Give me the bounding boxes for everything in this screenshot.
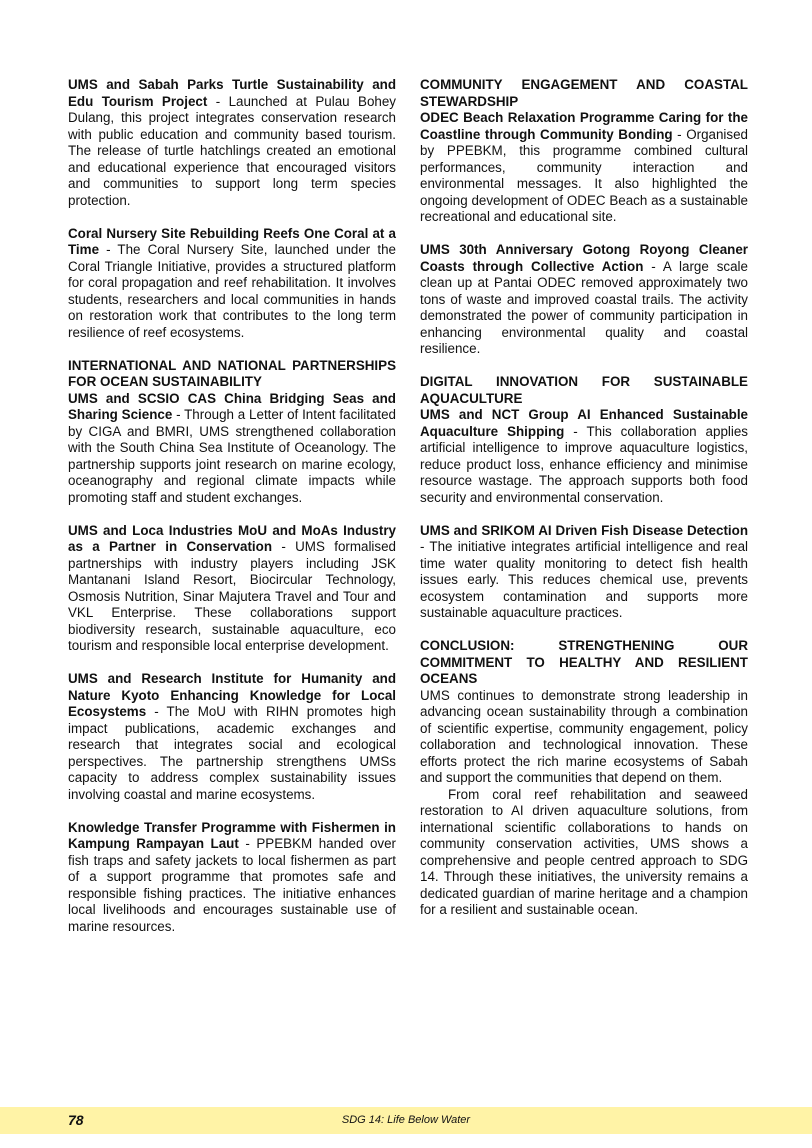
article-body: - This collaboration applies artificial intelligence to improve aquaculture logistics, reduce product loss, enhance efficiency and minimise resource wastage. The approach supports both food security and environmental conservation. bbox=[420, 423, 748, 505]
section-heading: INTERNATIONAL AND NATIONAL PARTNERSHIPS FOR OCEAN SUSTAINABILITY bbox=[68, 357, 396, 389]
article-rihn-kyoto bbox=[68, 671, 396, 803]
left-column bbox=[68, 77, 396, 952]
article-title: UMS and Loca Industries MoU and MoAs Industry as a Partner in Conservation bbox=[68, 522, 396, 554]
article-loca-industries bbox=[68, 523, 396, 655]
page-number: 78 bbox=[68, 1112, 84, 1128]
article-body: - Organised by PPEBKM, this programme combined cultural performances, community interaction and environmental messages. It also highlighted the ongoing development of ODEC Beach as a sustainable recreational and educational site. bbox=[420, 126, 748, 224]
article-body: - The Coral Nursery Site, launched under the Coral Triangle Initiative, provides a structured platform for coral propagation and reef rehabilitation. It involves students, researchers and local communities in hands on restoration work that contributes to the long term resilience of reef ecosystems. bbox=[68, 242, 396, 340]
section-heading: COMMUNITY ENGAGEMENT AND COASTAL STEWARDSHIP bbox=[420, 77, 748, 109]
article-title: Knowledge Transfer Programme with Fishermen in Kampung Rampayan Laut bbox=[68, 819, 396, 851]
article-title: UMS and SCSIO CAS China Bridging Seas and Sharing Science bbox=[68, 390, 396, 422]
footer-title: SDG 14: Life Below Water bbox=[341, 1114, 471, 1126]
right-column bbox=[420, 77, 748, 935]
article-coral-nursery bbox=[68, 226, 396, 342]
section-heading: DIGITAL INNOVATION FOR SUSTAINABLE AQUACULTURE bbox=[420, 374, 748, 406]
article-title: Coral Nursery Site Rebuilding Reefs One Coral at a Time bbox=[68, 225, 396, 257]
article-body: - The initiative integrates artificial intelligence and real time water quality monitoring to detect fish health issues early. This reduces chemical use, prevents ecosystem contamination and supports more sustainable aquaculture practices. bbox=[420, 539, 748, 620]
article-knowledge-transfer bbox=[68, 820, 396, 936]
article-body: - Launched at Pulau Bohey Dulang, this project integrates conservation research with public education and community based tourism. The release of turtle hatchlings created an emotional and educational experience that encouraged visitors and communities to support long term species protection. bbox=[68, 93, 396, 208]
article-body: - Through a Letter of Intent facilitated by CIGA and BMRI, UMS strengthened collaboration with the South China Sea Institute of Oceanology. The partnership supports joint research on marine ecology, oceanography and regional climate impacts while promoting staff and student exchanges. bbox=[68, 407, 396, 505]
article-srikom bbox=[420, 523, 748, 622]
conclusion-paragraph: UMS continues to demonstrate strong leadership in advancing ocean sustainability through a combination of scientific expertise, community engagement, policy collaboration and technological innovation. These efforts protect the rich marine ecosystems of Sabah and support the communities that depend on them. bbox=[420, 687, 748, 785]
page-footer bbox=[0, 1107, 812, 1134]
article-title: UMS 30th Anniversary Gotong Royong Cleaner Coasts through Collective Action bbox=[420, 242, 748, 274]
article-gotong-royong bbox=[420, 242, 748, 358]
article-body: - PPEBKM handed over fish traps and safety jackets to local fishermen as part of a support programme that promotes safe and responsible fishing practices. The initiative enhances local livelihoods and encourages sustainable use of marine resources. bbox=[68, 836, 396, 934]
section-heading: CONCLUSION: STRENGTHENING OUR COMMITMENT TO HEALTHY AND RESILIENT OCEANS bbox=[420, 638, 748, 686]
article-title: UMS and Research Institute for Humanity and Nature Kyoto Enhancing Knowledge for Local Ecosystems bbox=[68, 671, 396, 719]
article-title: UMS and SRIKOM AI Driven Fish Disease Detection bbox=[420, 522, 748, 538]
article-title: UMS and NCT Group AI Enhanced Sustainable Aquaculture Shipping bbox=[420, 407, 748, 439]
section-community-engagement bbox=[420, 77, 748, 226]
article-body: - UMS formalised partnerships with industry players including JSK Mantanani Island Resort, Biocircular Technology, Osmosis Nutrition, Sinar Majutera Travel and Tour and VKL Enterprise. These collaborations support biodiversity research, sustainable aquaculture, eco tourism and responsible local enterprise development. bbox=[68, 539, 396, 653]
conclusion-paragraph: From coral reef rehabilitation and seaweed restoration to AI driven aquaculture solutions, from international scientific collaborations to hands on community conservation activities, UMS shows a comprehensive and people centred approach to SDG 14. Through these initiatives, the university remains a dedicated guardian of marine heritage and a champion for a resilient and sustainable ocean. bbox=[420, 786, 748, 917]
section-conclusion bbox=[420, 638, 748, 919]
article-turtle-project bbox=[68, 77, 396, 209]
section-partnerships bbox=[68, 358, 396, 507]
article-body: - A large scale clean up at Pantai ODEC removed approximately two tons of waste and improved coastal trails. The activity demonstrated the power of community participation in enhancing environmental quality and coastal resilience. bbox=[420, 258, 748, 356]
article-body: - The MoU with RIHN promotes high impact publications, academic exchanges and research that integrates social and ecological perspectives. The partnership strengthens UMSs capacity to address complex sustainability issues involving coastal and marine ecosystems. bbox=[68, 704, 396, 802]
section-digital-innovation bbox=[420, 374, 748, 506]
article-title: ODEC Beach Relaxation Programme Caring for the Coastline through Community Bonding bbox=[420, 110, 748, 142]
article-title: UMS and Sabah Parks Turtle Sustainability and Edu Tourism Project bbox=[68, 77, 396, 109]
